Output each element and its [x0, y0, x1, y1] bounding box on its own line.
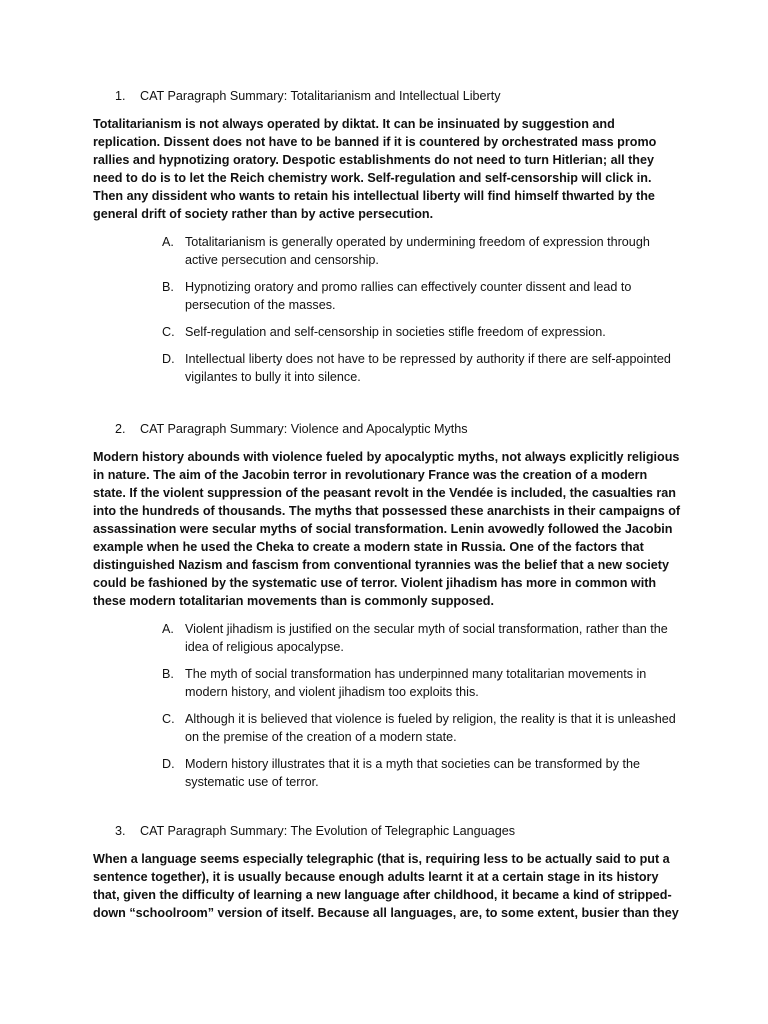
section-number: 3.	[115, 824, 126, 838]
option-c	[93, 710, 683, 746]
answer-options	[93, 233, 683, 386]
option-letter: D.	[162, 757, 175, 771]
section-heading	[93, 420, 683, 438]
option-letter: B.	[162, 667, 174, 681]
section-number: 2.	[115, 422, 126, 436]
option-text: Although it is believed that violence is fueled by religion, the reality is that it is unleashed on the premise of the creation of a modern state.	[185, 712, 676, 744]
section-title: CAT Paragraph Summary: Totalitarianism and Intellectual Liberty	[140, 89, 501, 103]
option-letter: C.	[162, 325, 175, 339]
answer-options	[93, 620, 683, 791]
option-text: Intellectual liberty does not have to be repressed by authority if there are self-appointed vigilantes to bully it into silence.	[185, 352, 671, 384]
section-3	[93, 822, 683, 922]
option-text: Hypnotizing oratory and promo rallies can effectively counter dissent and lead to persecution of the masses.	[185, 280, 632, 312]
option-letter: B.	[162, 280, 174, 294]
option-d	[93, 350, 683, 386]
passage-paragraph: When a language seems especially telegraphic (that is, requiring less to be actually said to put a sentence together), it is usually because enough adults learnt it at a certain stage in its history that, given the difficulty of learning a new language after childhood, it became a kind of stripped-down “schoolroom” version of itself. Because all languages, are, to some extent, busier than they	[93, 852, 679, 920]
section-number: 1.	[115, 89, 126, 103]
section-heading	[93, 87, 683, 105]
option-a	[93, 233, 683, 269]
passage-paragraph: Totalitarianism is not always operated by diktat. It can be insinuated by suggestion and replication. Dissent does not have to be banned if it is countered by orchestrated mass promo rallies and hypnotizing oratory. Despotic establishments do not need to turn Hitlerian; all they need to do is to let the Reich chemistry work. Self-regulation and self-censorship will click in. Then any dissident who wants to retain his intellectual liberty will find himself thwarted by the general drift of society rather than by active persecution.	[93, 117, 657, 221]
option-c	[93, 323, 683, 341]
passage-paragraph: Modern history abounds with violence fueled by apocalyptic myths, not always explicitly religious in nature. The aim of the Jacobin terror in revolutionary France was the creation of a modern state. If the violent suppression of the peasant revolt in the Vendée is included, the casualties ran into the hundreds of thousands. The myths that possessed these anarchists in their campaigns of assassination were secular myths of social transformation. Lenin avowedly followed the Jacobin example when he used the Cheka to create a modern state in Russia. One of the factors that distinguished Nazism and fascism from conventional tyrannies was the belief that a new society could be fashioned by the systematic use of terror. Violent jihadism has more in common with these modern totalitarian movements than is commonly supposed.	[93, 450, 681, 608]
option-text: The myth of social transformation has underpinned many totalitarian movements in modern history, and violent jihadism too exploits this.	[185, 667, 647, 699]
section-heading	[93, 822, 683, 840]
option-a	[93, 620, 683, 656]
option-text: Violent jihadism is justified on the secular myth of social transformation, rather than the idea of religious apocalypse.	[185, 622, 668, 654]
option-letter: C.	[162, 712, 175, 726]
option-text: Totalitarianism is generally operated by undermining freedom of expression through active persecution and censorship.	[185, 235, 650, 267]
option-b	[93, 278, 683, 314]
option-letter: D.	[162, 352, 175, 366]
section-1	[93, 87, 683, 395]
section-2	[93, 420, 683, 800]
option-letter: A.	[162, 622, 174, 636]
option-text: Self-regulation and self-censorship in societies stifle freedom of expression.	[185, 325, 606, 339]
section-title: CAT Paragraph Summary: Violence and Apocalyptic Myths	[140, 422, 468, 436]
option-b	[93, 665, 683, 701]
option-d	[93, 755, 683, 791]
option-text: Modern history illustrates that it is a myth that societies can be transformed by the systematic use of terror.	[185, 757, 640, 789]
option-letter: A.	[162, 235, 174, 249]
section-title: CAT Paragraph Summary: The Evolution of Telegraphic Languages	[140, 824, 516, 838]
